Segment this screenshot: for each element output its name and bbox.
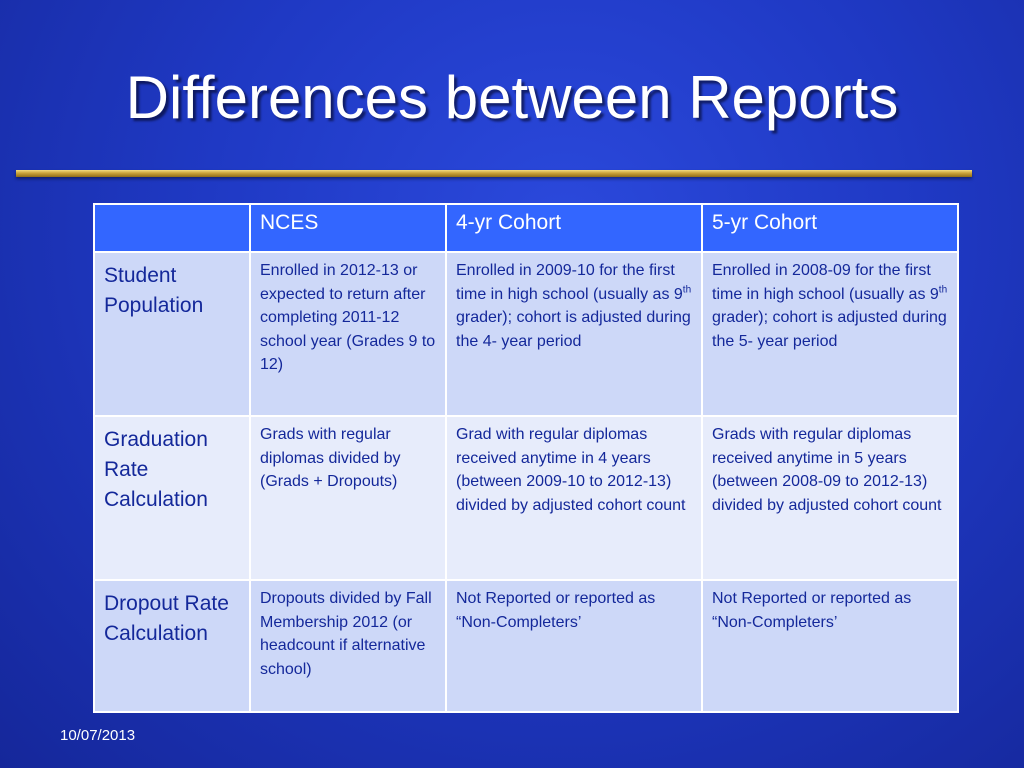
cell-5yr-graduation: Grads with regular diplomas received anytime in 5 years (between 2008-09 to 2012-13) divided by adjusted cohort count bbox=[702, 416, 958, 580]
slide-title: Differences between Reports bbox=[125, 64, 899, 131]
cell-5yr-population: Enrolled in 2008-09 for the first time in high school (usually as 9th grader); cohort is adjusted during the 5- year period bbox=[702, 252, 958, 416]
header-corner-cell bbox=[94, 204, 250, 252]
table-row bbox=[94, 416, 958, 580]
title-divider bbox=[16, 170, 972, 177]
cell-4yr-population: Enrolled in 2009-10 for the first time in high school (usually as 9th grader); cohort is adjusted during the 4- year period bbox=[446, 252, 702, 416]
row-label-graduation-rate: Graduation Rate Calculation bbox=[94, 416, 250, 580]
cell-4yr-graduation: Grad with regular diplomas received anytime in 4 years (between 2009-10 to 2012-13) divided by adjusted cohort count bbox=[446, 416, 702, 580]
slide-date: 10/07/2013 bbox=[60, 727, 136, 744]
cell-nces-population: Enrolled in 2012-13 or expected to return after completing 2011-12 school year (Grades 9 to 12) bbox=[250, 252, 446, 416]
header-nces: NCES bbox=[250, 204, 446, 252]
header-4yr-cohort: 4-yr Cohort bbox=[446, 204, 702, 252]
cell-4yr-dropout: Not Reported or reported as “Non-Completers’ bbox=[446, 580, 702, 712]
header-5yr-cohort: 5-yr Cohort bbox=[702, 204, 958, 252]
cell-5yr-dropout: Not Reported or reported as “Non-Completers’ bbox=[702, 580, 958, 712]
cell-nces-dropout: Dropouts divided by Fall Membership 2012 (or headcount if alternative school) bbox=[250, 580, 446, 712]
table-row bbox=[94, 252, 958, 416]
comparison-table bbox=[93, 203, 959, 713]
row-label-student-population: Student Population bbox=[94, 252, 250, 416]
table-header-row bbox=[94, 204, 958, 252]
table-row bbox=[94, 580, 958, 712]
cell-nces-graduation: Grads with regular diplomas divided by (Grads + Dropouts) bbox=[250, 416, 446, 580]
row-label-dropout-rate: Dropout Rate Calculation bbox=[94, 580, 250, 712]
